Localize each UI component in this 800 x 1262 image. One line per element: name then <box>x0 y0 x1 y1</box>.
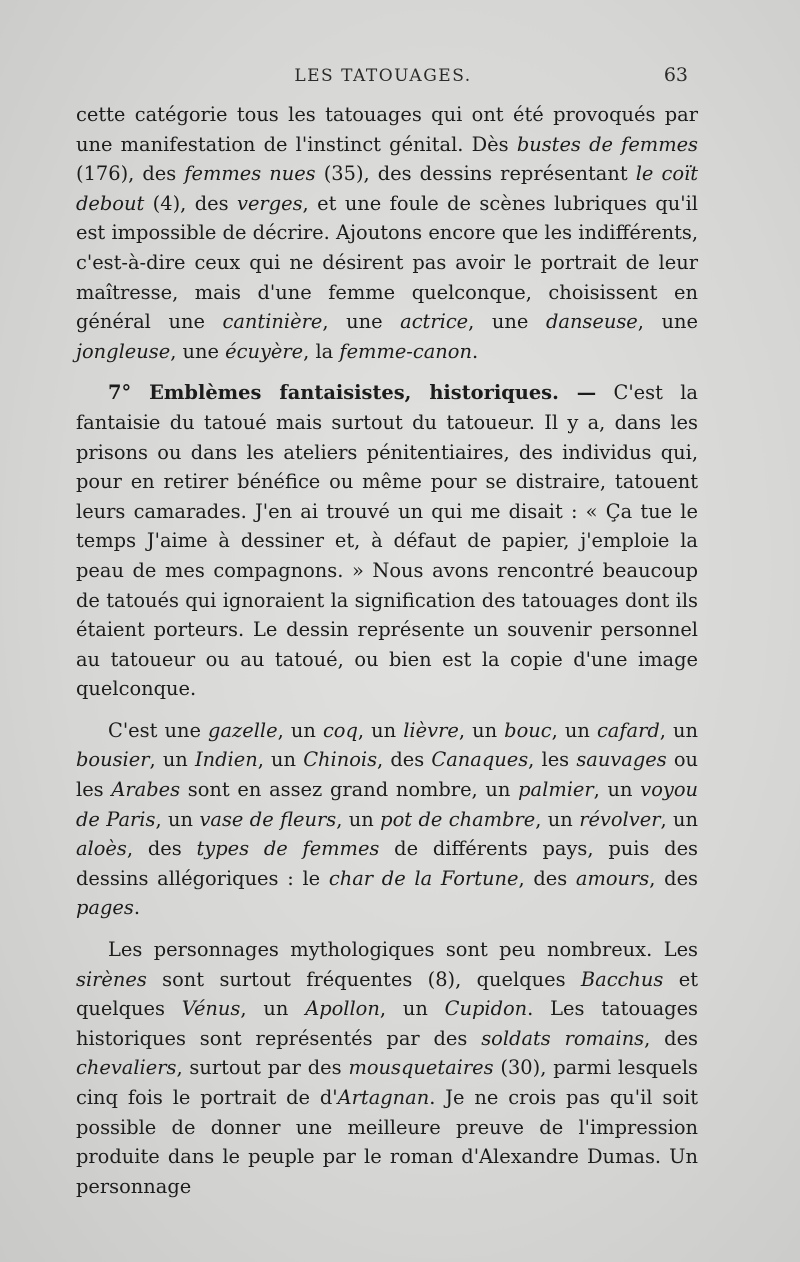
italic-term: verges <box>237 191 303 215</box>
text-run: , des <box>518 866 576 890</box>
text-run: , un <box>660 807 699 831</box>
italic-term: actrice <box>400 310 469 334</box>
text-run: . Je ne crois pas qu'il soit possible de donner une meilleure preuve de l'impression produite dans le peuple par le roman d'Alexandre Dumas. Un personnage <box>76 1086 698 1198</box>
text-run: (176), des <box>76 162 185 186</box>
text-run: , des <box>377 748 432 772</box>
section-heading: 7° Emblèmes fantaisistes, historiques. — <box>108 381 597 405</box>
italic-term: mousquetaires <box>348 1056 494 1080</box>
text-run: , un <box>240 997 306 1021</box>
italic-term: chevaliers <box>76 1056 177 1080</box>
page-body <box>76 100 698 1201</box>
italic-term: danseuse <box>545 310 638 334</box>
italic-term: jongleuse <box>76 339 171 363</box>
italic-term: Indien <box>194 748 258 772</box>
text-run: (35), des dessins représentant <box>315 162 636 186</box>
italic-term: pages <box>76 896 134 920</box>
italic-term: Arabes <box>111 778 181 802</box>
italic-term: types de femmes <box>196 837 380 861</box>
text-run: , des <box>126 837 197 861</box>
text-run: et quelques <box>76 967 698 1021</box>
text-run: , un <box>379 997 445 1021</box>
text-run: cette catégorie tous les tatouages qui ont été provoqués par une manifestation de l'instinct génital. Dès <box>76 103 698 156</box>
italic-term: soldats romains <box>481 1026 645 1050</box>
italic-term: aloès <box>76 837 127 861</box>
paragraph-2 <box>76 378 698 704</box>
italic-term: voyou de Paris <box>76 778 698 831</box>
running-head <box>78 62 688 92</box>
italic-term: char de la Fortune <box>328 866 519 890</box>
italic-term: amours <box>575 866 650 890</box>
italic-term: cafard <box>596 718 660 742</box>
page-number: 63 <box>663 64 688 86</box>
text-run: (4), des <box>144 191 237 215</box>
text-run: , des <box>649 866 698 890</box>
italic-term: femme-canon <box>339 339 472 363</box>
italic-term: bouc <box>504 718 552 742</box>
text-run: , une <box>322 310 401 334</box>
text-run: . <box>471 339 479 363</box>
text-run: , un <box>659 718 699 742</box>
italic-term: bousier <box>76 748 150 772</box>
text-run: , une <box>637 310 698 334</box>
italic-term: vase de fleurs <box>199 807 337 831</box>
italic-term: Artagnan <box>337 1086 430 1109</box>
text-run: , un <box>336 807 381 831</box>
italic-term: coq <box>322 718 358 742</box>
text-run: , une <box>468 310 546 334</box>
text-run: , surtout par des <box>176 1056 349 1080</box>
text-run: , un <box>257 748 304 772</box>
italic-term: sirènes <box>76 967 147 991</box>
text-run: . <box>133 896 140 920</box>
text-run: , les <box>528 748 577 772</box>
text-run: , un <box>149 748 195 772</box>
italic-term: Bacchus <box>580 967 664 991</box>
text-run: C'est la fantaisie du tatoué mais surtout du tatoueur. Il y a, dans les prisons ou dans les ateliers pénitentiaires, des individus qui, pour en retirer bénéfice ou même pour se distraire, tatouent leurs camarades. J'en ai trouvé un qui me disait : « Ça tue le temps J'aime à dessiner et, à défaut de papier, j'emploie la peau de mes compagnons. » Nous avons rencontré beaucoup de tatoués qui ignoraient la signification des tatouages dont ils étaient porteurs. Le dessin représente un souvenir personnel au tatoueur ou au tatoué, ou bien est la copie d'une image quelconque. <box>76 381 698 701</box>
italic-term: cantinière <box>222 310 323 334</box>
text-run: ou les <box>76 748 699 802</box>
italic-term: écuyère <box>225 339 304 363</box>
italic-term: Cupidon <box>444 997 528 1021</box>
text-run: (30), parmi lesquels cinq fois le portrait de d' <box>76 1056 699 1109</box>
text-run: sont en assez grand nombre, un <box>180 778 519 802</box>
italic-term: Chinois <box>303 748 378 772</box>
running-title: LES TATOUAGES. <box>294 66 472 86</box>
italic-term: révolver <box>579 807 661 831</box>
italic-term: lièvre <box>403 718 459 742</box>
text-run: , un <box>458 718 505 742</box>
paragraph-3 <box>76 716 698 923</box>
text-run: de différents pays, puis des dessins allégoriques : le <box>76 837 699 890</box>
text-run: , un <box>535 807 580 831</box>
text-run: . Les tatouages historiques sont représentés par des <box>76 997 699 1050</box>
text-run: , un <box>593 778 641 802</box>
text-run: , des <box>644 1026 698 1050</box>
text-run: , une <box>170 339 226 363</box>
text-run: C'est une <box>108 718 209 742</box>
text-run: , un <box>277 718 323 742</box>
italic-term: Apollon <box>305 997 380 1021</box>
italic-term: palmier <box>518 778 594 802</box>
text-run: sont surtout fréquentes (8), quelques <box>146 967 581 991</box>
text-run: , un <box>357 718 404 742</box>
text-run: , et une foule de scènes lubriques qu'il est impossible de décrire. Ajoutons encore que les indifférents, c'est-à-dire ceux qui ne désirent pas avoir le portrait de leur maîtresse, mais d'une femme quelconque, choisissent en général une <box>76 191 698 334</box>
italic-term: bustes de femmes <box>516 132 699 156</box>
text-run: Les personnages mythologiques sont peu nombreux. Les <box>108 938 698 962</box>
italic-term: gazelle <box>208 718 278 742</box>
text-run: , la <box>303 339 340 363</box>
italic-term: Vénus <box>181 997 241 1021</box>
italic-term: femmes nues <box>184 162 316 186</box>
italic-term: le coït debout <box>76 162 698 215</box>
text-run: , un <box>551 718 597 742</box>
italic-term: pot de chambre <box>380 807 536 831</box>
italic-term: sauvages <box>576 748 667 772</box>
text-run: , un <box>155 807 200 831</box>
paragraph-1 <box>76 100 698 366</box>
paragraph-4 <box>76 935 698 1201</box>
italic-term: Canaques <box>431 748 529 772</box>
